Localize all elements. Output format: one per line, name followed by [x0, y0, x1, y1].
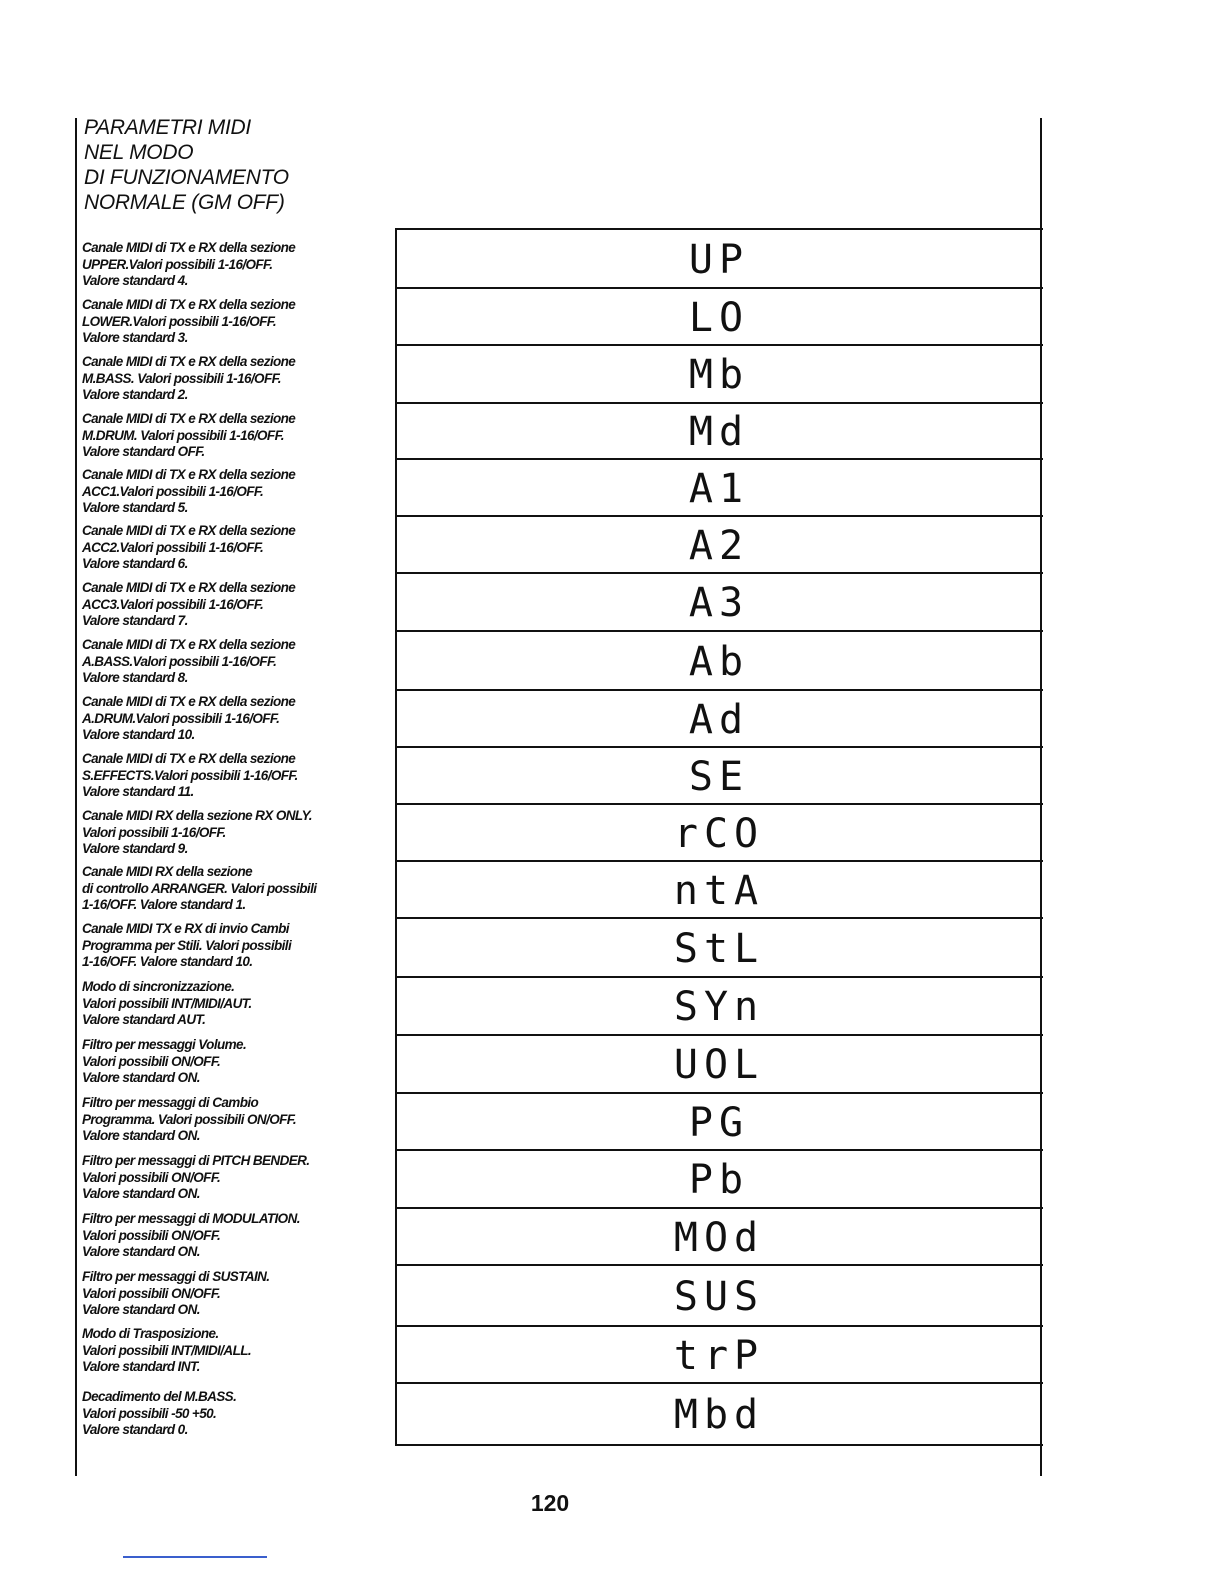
- table-row: [395, 746, 1043, 803]
- description-line: Valori possibili INT/MIDI/ALL.: [82, 1342, 252, 1358]
- lcd-display-code: UOL: [673, 1042, 765, 1088]
- description-line: Filtro per messaggi di SUSTAIN.: [82, 1269, 270, 1284]
- row-divider: [395, 689, 1043, 691]
- table-row: [395, 458, 1043, 515]
- description-line: Canale MIDI di TX e RX della sezione: [82, 297, 296, 312]
- description-line: Canale MIDI di TX e RX della sezione: [82, 637, 296, 652]
- parameter-description: [82, 1095, 392, 1145]
- description-line: A.DRUM.Valori possibili 1-16/OFF.: [82, 710, 280, 726]
- description-line: Valore standard 4.: [82, 273, 188, 288]
- description-line: UPPER.Valori possibili 1-16/OFF.: [82, 256, 273, 272]
- table-row: [395, 1325, 1043, 1382]
- description-line: Programma per Stili. Valori possibili: [82, 937, 292, 953]
- description-line: Valore standard AUT.: [82, 1012, 206, 1027]
- lcd-display-code: Ad: [688, 696, 750, 743]
- description-line: Valore standard INT.: [82, 1359, 200, 1374]
- description-line: Valore standard 3.: [82, 330, 188, 345]
- description-line: ACC3.Valori possibili 1-16/OFF.: [82, 596, 264, 612]
- row-divider: [395, 630, 1043, 632]
- description-line: Valore standard 10.: [82, 727, 195, 742]
- description-line: Valore standard 6.: [82, 556, 188, 571]
- description-line: S.EFFECTS.Valori possibili 1-16/OFF.: [82, 767, 298, 783]
- table-row: [395, 630, 1043, 689]
- lcd-display-code: Pb: [688, 1157, 750, 1203]
- lcd-display-code: trP: [673, 1332, 765, 1379]
- table-row: [395, 860, 1043, 917]
- description-line: Decadimento del M.BASS.: [82, 1389, 237, 1404]
- title-line-3: DI FUNZIONAMENTO: [84, 166, 289, 189]
- lcd-display-code: Md: [688, 409, 750, 455]
- description-line: Valori possibili INT/MIDI/AUT.: [82, 995, 252, 1011]
- description-line: Canale MIDI RX della sezione: [82, 864, 253, 879]
- row-divider: [395, 287, 1043, 289]
- description-line: M.BASS. Valori possibili 1-16/OFF.: [82, 370, 281, 386]
- row-divider: [395, 860, 1043, 862]
- parameter-description: [82, 637, 392, 687]
- description-line: Valore standard ON.: [82, 1186, 200, 1201]
- description-line: Valore standard 0.: [82, 1422, 188, 1437]
- title-line-4: NORMALE (GM OFF): [84, 191, 285, 214]
- description-line: Valori possibili ON/OFF.: [82, 1227, 221, 1243]
- lcd-display-code: MOd: [673, 1214, 765, 1261]
- table-row: [395, 689, 1043, 746]
- section-title: [84, 115, 384, 215]
- table-row: [395, 515, 1043, 572]
- table-row: [395, 976, 1043, 1034]
- table-bottom-rule: [395, 1444, 1043, 1446]
- description-line: Filtro per messaggi Volume.: [82, 1037, 247, 1052]
- row-divider: [395, 1207, 1043, 1209]
- description-line: Canale MIDI di TX e RX della sezione: [82, 467, 296, 482]
- parameter-description: [82, 1211, 392, 1261]
- parameter-description: [82, 411, 392, 461]
- description-line: Valore standard 11.: [82, 784, 194, 799]
- lcd-display-code: Ab: [688, 638, 750, 685]
- parameter-description: [82, 580, 392, 630]
- description-line: Valore standard 2.: [82, 387, 188, 402]
- description-line: Filtro per messaggi di PITCH BENDER.: [82, 1153, 310, 1168]
- lcd-display-code: ntA: [673, 867, 765, 914]
- description-line: Valore standard 5.: [82, 500, 188, 515]
- description-line: Modo di sincronizzazione.: [82, 979, 235, 994]
- description-line: Valore standard ON.: [82, 1244, 200, 1259]
- row-divider: [395, 803, 1043, 805]
- parameter-description: [82, 240, 392, 290]
- parameter-description: [82, 979, 392, 1029]
- description-line: Valore standard 9.: [82, 841, 188, 856]
- description-line: Canale MIDI di TX e RX della sezione: [82, 411, 296, 426]
- row-divider: [395, 1325, 1043, 1327]
- description-line: Canale MIDI RX della sezione RX ONLY.: [82, 808, 312, 823]
- parameter-description: [82, 1269, 392, 1319]
- row-divider: [395, 515, 1043, 517]
- row-divider: [395, 344, 1043, 346]
- parameter-description: [82, 467, 392, 517]
- lcd-display-code: A3: [688, 580, 750, 626]
- description-line: Valori possibili 1-16/OFF.: [82, 824, 226, 840]
- description-line: Valore standard 8.: [82, 670, 188, 685]
- row-divider: [395, 1382, 1043, 1384]
- parameter-description: [82, 1037, 392, 1087]
- table-row: [395, 1264, 1043, 1325]
- description-line: Valori possibili -50 +50.: [82, 1405, 217, 1421]
- parameter-description: [82, 523, 392, 573]
- description-line: Valore standard 7.: [82, 613, 188, 628]
- table-row: [395, 1092, 1043, 1149]
- description-line: ACC1.Valori possibili 1-16/OFF.: [82, 483, 264, 499]
- description-line: Programma. Valori possibili ON/OFF.: [82, 1111, 297, 1127]
- description-line: 1-16/OFF. Valore standard 1.: [82, 897, 246, 912]
- row-divider: [395, 976, 1043, 978]
- table-row: [395, 287, 1043, 344]
- description-line: Valore standard ON.: [82, 1070, 200, 1085]
- description-line: Canale MIDI di TX e RX della sezione: [82, 523, 296, 538]
- table-row: [395, 917, 1043, 976]
- table-row: [395, 402, 1043, 458]
- lcd-display-code: SUS: [673, 1273, 765, 1320]
- parameter-description: [82, 921, 392, 971]
- lcd-display-code: Mb: [688, 352, 750, 398]
- description-line: Valore standard ON.: [82, 1302, 200, 1317]
- description-line: Canale MIDI di TX e RX della sezione: [82, 751, 296, 766]
- description-line: A.BASS.Valori possibili 1-16/OFF.: [82, 653, 277, 669]
- description-line: LOWER.Valori possibili 1-16/OFF.: [82, 313, 277, 329]
- parameter-description: [82, 1389, 392, 1439]
- description-line: di controllo ARRANGER. Valori possibili: [82, 880, 317, 896]
- lcd-display-code: SE: [688, 753, 750, 800]
- description-line: Filtro per messaggi di MODULATION.: [82, 1211, 300, 1226]
- lcd-display-code: A2: [688, 522, 750, 569]
- description-line: Canale MIDI di TX e RX della sezione: [82, 354, 296, 369]
- row-divider: [395, 917, 1043, 919]
- table-row: [395, 1382, 1043, 1444]
- parameter-description: [82, 354, 392, 404]
- lcd-display-code: StL: [673, 925, 765, 972]
- table-row: [395, 228, 1043, 287]
- description-line: Valore standard OFF.: [82, 444, 205, 459]
- title-line-1: PARAMETRI MIDI: [84, 116, 251, 139]
- lcd-display-code: Mbd: [673, 1392, 765, 1438]
- lcd-display-code: LO: [688, 294, 750, 341]
- table-row: [395, 1034, 1043, 1092]
- description-line: ACC2.Valori possibili 1-16/OFF.: [82, 539, 264, 555]
- row-divider: [395, 1264, 1043, 1266]
- row-divider: [395, 458, 1043, 460]
- lcd-display-code: rCO: [673, 810, 765, 857]
- row-divider: [395, 746, 1043, 748]
- table-row: [395, 1207, 1043, 1264]
- table-row: [395, 572, 1043, 630]
- row-divider: [395, 572, 1043, 574]
- parameter-description: [82, 297, 392, 347]
- lcd-display-code: UP: [688, 236, 750, 283]
- parameter-description: [82, 751, 392, 801]
- row-divider: [395, 1092, 1043, 1094]
- footer-rule: [123, 1556, 267, 1558]
- row-divider: [395, 1149, 1043, 1151]
- description-line: Modo di Trasposizione.: [82, 1326, 219, 1341]
- lcd-display-code: A1: [688, 465, 750, 512]
- lcd-display-code: PG: [688, 1099, 750, 1146]
- left-margin-rule: [75, 118, 77, 1476]
- description-line: Canale MIDI di TX e RX della sezione: [82, 580, 296, 595]
- description-line: Canale MIDI TX e RX di invio Cambi: [82, 921, 289, 936]
- table-row: [395, 1149, 1043, 1207]
- lcd-display-code: SYn: [673, 984, 765, 1030]
- description-line: 1-16/OFF. Valore standard 10.: [82, 954, 253, 969]
- row-divider: [395, 228, 1043, 230]
- description-line: M.DRUM. Valori possibili 1-16/OFF.: [82, 427, 284, 443]
- page-number: 120: [530, 1490, 570, 1516]
- parameter-description: [82, 808, 392, 858]
- description-line: Valore standard ON.: [82, 1128, 200, 1143]
- table-row: [395, 803, 1043, 860]
- parameter-description: [82, 1326, 392, 1376]
- table-row: [395, 344, 1043, 402]
- description-line: Canale MIDI di TX e RX della sezione: [82, 240, 296, 255]
- row-divider: [395, 1034, 1043, 1036]
- parameter-description: [82, 694, 392, 744]
- title-line-2: NEL MODO: [84, 141, 194, 164]
- description-line: Valori possibili ON/OFF.: [82, 1169, 221, 1185]
- parameter-description: [82, 1153, 392, 1203]
- description-line: Filtro per messaggi di Cambio: [82, 1095, 259, 1110]
- description-line: Valori possibili ON/OFF.: [82, 1053, 221, 1069]
- description-line: Valori possibili ON/OFF.: [82, 1285, 221, 1301]
- parameter-description: [82, 864, 392, 914]
- description-line: Canale MIDI di TX e RX della sezione: [82, 694, 296, 709]
